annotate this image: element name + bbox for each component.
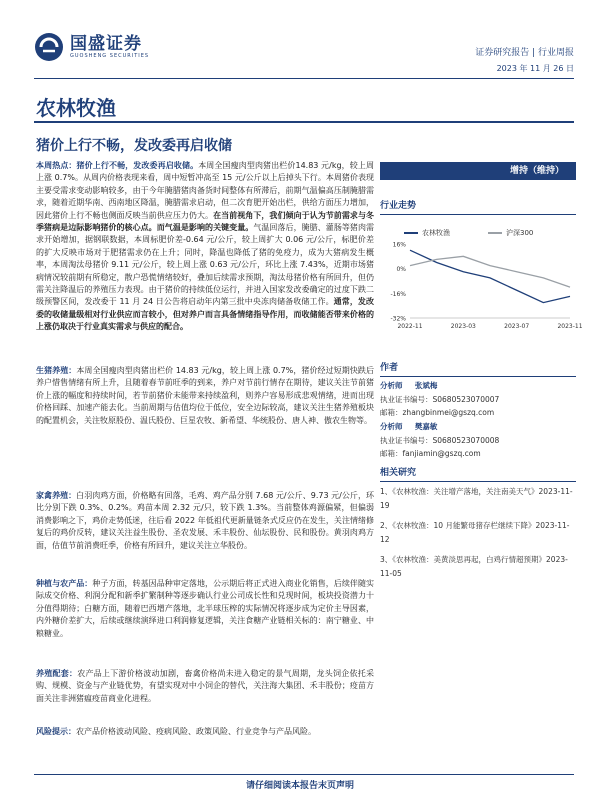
hotspot-text-b: 在当前视角下，我们倾向于认为节前需求与冬季猪病是边际影响猪价的核心点。而气温是影响的关键变量。: [36, 210, 375, 233]
x-tick-label: 2023-07: [504, 323, 530, 330]
y-tick-label: 16%: [392, 241, 406, 249]
analyst-1-cert: 执业证书编号：S0680523070007: [380, 395, 500, 404]
series-line-sector: [410, 250, 570, 302]
related-title: 相关研究: [380, 465, 576, 482]
y-tick-label: -32%: [390, 315, 406, 323]
analyst-1-name: 张斌梅: [414, 381, 438, 390]
sector-title: 农林牧渔: [36, 96, 116, 120]
x-tick-label: 2023-11: [557, 323, 583, 330]
header-divider: [34, 78, 574, 79]
legend-index: [488, 228, 533, 238]
paragraph-hotspot: [36, 160, 374, 334]
logo-icon: [34, 32, 64, 62]
analyst-2-role: 分析师: [380, 422, 403, 431]
trend-title: 行业走势: [380, 198, 576, 215]
analyst-1-role: 分析师: [380, 381, 403, 390]
paragraph-poultry: [36, 490, 374, 552]
poultry-heading: 家禽养殖：: [36, 491, 77, 500]
y-tick-label: 0%: [396, 266, 406, 274]
legend-label-index: 沪深300: [506, 229, 534, 237]
paragraph-feed: [36, 668, 374, 705]
hotspot-heading: 本周热点：猪价上行不畅，发改委再启收储。: [36, 161, 199, 170]
legend-label-sector: 农林牧渔: [422, 229, 450, 237]
paragraph-pig: [36, 365, 374, 427]
poultry-text: 白羽肉鸡方面，价格略有回落，毛鸡、鸡产品分别 7.68 元/公斤、9.73 元/公斤，环比分别下跌 0.3%、0.2%。鸡苗本周 2.32 元/只，较下跌 1.3%。当前整体鸡源偏紧，但偏弱消费影响之下，鸡价走势低迷，往后看 2022 年低祖代更新量链条式反应仍在发生，关注情绪修复后的鸡价反转，建议关注益生股份、圣农发展、禾丰股份、仙坛股份、民和股份。黄羽肉鸡方面，估值节前消费旺季，价格有所回升，建议关注立华股份。: [36, 491, 374, 550]
footer-disclaimer: 请仔细阅读本报告末页声明: [245, 781, 354, 791]
company-logo: [34, 32, 149, 62]
related-item[interactable]: 1、《农林牧渔：关注增产落地，关注南美天气》2023-11-19: [380, 487, 573, 510]
legend-swatch-index: [488, 232, 502, 234]
authors-title: 作者: [380, 360, 576, 377]
analyst-1-email[interactable]: 邮箱：zhangbinmei@gszq.com: [380, 408, 495, 417]
rating-badge: [380, 162, 576, 180]
logo-subname: GUOSHENG SECURITIES: [70, 53, 150, 59]
analyst-2-email[interactable]: 邮箱：fanjiamin@gszq.com: [380, 449, 481, 458]
planting-heading: 种植与农产品：: [36, 579, 93, 588]
y-tick-label: -16%: [390, 290, 406, 298]
logo-name: 国盛证券: [70, 34, 142, 54]
analyst-2-name: 樊嘉敏: [414, 422, 438, 431]
related-list: [380, 485, 576, 581]
hotspot-text-d: 通常，发改委的收储量级相对行业供应而言较小，但对养户而言具备情绪指导作用，而收储能否带来价格的上涨仍取决于行业真实需求与供应的配合。: [36, 297, 375, 332]
legend-sector: [404, 228, 450, 238]
analyst-2-cert: 执业证书编号：S0680523070008: [380, 436, 500, 445]
risk-text: 农产品价格波动风险、疫病风险、政策风险、行业竞争与产品风险。: [76, 727, 316, 736]
report-date: 2023 年 11 月 26 日: [496, 64, 574, 73]
hotspot-text-a: 本周全国瘦肉型肉猪出栏价14.83 元/kg，较上周上涨 0.7%。从周内价格表现来看，周中短暂冲高至 15 元/公斤以上后掉头下行。本周猪价表现主要受需求变动影响较多，由于今年腌腊猪肉备货时间整体有所滞后，前期气温偏高压制腌腊需求，随着近期华南、西南地区降温，腌腊需求启动，但二次育肥开始出栏，供给方面压力增加，因此猪价上行不畅也侧面反映当前供应压力仍大。: [36, 161, 374, 220]
feed-text: 农产品上下游价格波动加剧，畜禽价格尚未进入稳定的景气周期，龙头饲企依托采购、规模、资金与产业链优势，有望实现对中小饲企的替代，关注海大集团、禾丰股份；疫苗方面关注非洲猪瘟疫苗商业化进程。: [36, 669, 374, 703]
pig-text: 本周全国瘦肉型肉猪出栏价 14.83 元/kg，较上周上涨 0.7%，猪价经过短期快跌后养户惜售情绪有所上升，且随着春节前旺季的到来，养户对节前行情存在期待，建议关注节前猪价上涨的幅度和持续时间，若节前猪价未能带来持续盈利，则养户容易形成悲观情绪，进而出现价格回踩、加速产能去化。当前周期与估值均位于低位，安全边际较高，建议关注生猪养殖板块的配置机会，关注牧原股份、温氏股份、巨星农牧、新希望、华统股份、唐人神、傲农生物等。: [36, 366, 374, 425]
rating-text: 增持（维持）: [509, 166, 564, 176]
footer-divider: [34, 774, 574, 775]
paragraph-planting: [36, 578, 374, 640]
feed-heading: 养殖配套：: [36, 669, 78, 678]
analyst-2: [380, 421, 437, 432]
x-tick-label: 2022-11: [397, 323, 423, 330]
analyst-1: [380, 380, 437, 391]
report-type: 证券研究报告 | 行业周报: [475, 48, 574, 58]
related-item[interactable]: 2、《农林牧渔：10 月能繁母猪存栏继续下降》2023-11-12: [380, 521, 570, 544]
trend-chart: [380, 240, 583, 335]
x-tick-label: 2023-03: [450, 323, 476, 330]
risk-heading: 风险提示：: [36, 727, 76, 736]
pig-heading: 生猪养殖：: [36, 366, 77, 375]
hotspot-text-c: 气温回落后，腌腊、灌肠等猪肉需求开始增加，据钢联数据，本周标肥价差-0.64 元/公斤，较上周扩大 0.06 元/公斤，标肥价差的扩大反映市场对于肥猪需求仍在上升；同时，降温也降低了猪的免疫力，成为大猪病发生概率，本周淘汰母猪价 9.11 元/公斤，较上周上涨 0.63 元/公斤，环比上涨 7.43%，近期市场猪病情况较前期有所稳定，散户恐慌情绪较好，叠加后续需求预期，淘汰母猪价格有所回升，但仍需关注降温后的养殖压力表现。由于猪价的持续低位运行，并进入国家发改委确定的过度下跌二级预警区间，发改委于 11 月 24 日公告将启动年内第三批中央冻肉储备收储工作。: [36, 223, 375, 307]
legend-swatch-sector: [404, 232, 418, 234]
planting-text: 种子方面，转基因品种审定落地，公示期后将正式进入商业化销售，后续伴随实际成交价格、利润分配和新季扩繁制种等逐步确认行业公司成长性和兑现时间，板块投资潜力十分值得期待；白糖方面，随着巴西增产落地，北半球压榨的实际情况将逐步成为定价主导因素，内外糖价差扩大，后续或继续演绎进口利润修复逻辑，关注食糖产业链相关标的：南宁糖业、中粮糖业。: [36, 579, 374, 638]
paragraph-risk: [36, 726, 374, 738]
related-item[interactable]: 3、《农林牧渔：美黄淡思再起，白鸡行情超预期》2023-11-05: [380, 555, 568, 578]
sector-divider: [34, 121, 574, 123]
report-headline: 猪价上行不畅，发改委再启收储: [36, 138, 232, 154]
